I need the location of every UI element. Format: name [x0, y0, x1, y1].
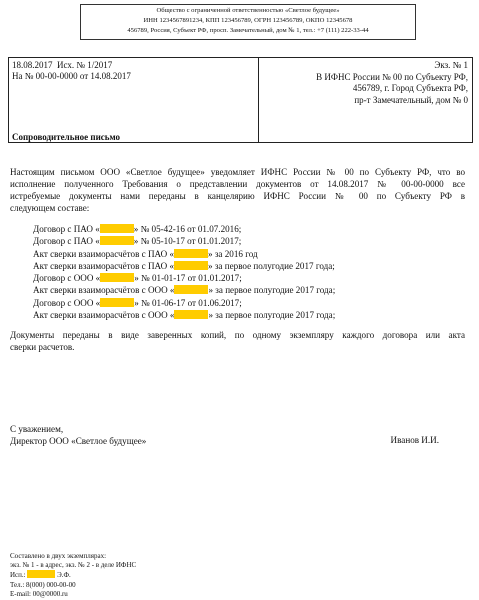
document-list: [33, 223, 335, 321]
outgoing-details: [12, 60, 131, 82]
signer-position: Директор ООО «Светлое будущее»: [10, 436, 147, 446]
footer: [10, 552, 136, 599]
intro-line-4: следующем составе:: [10, 203, 90, 213]
list-item: Акт сверки взаиморасчётов с ПАО « » за первое полугодие 2017 года;: [33, 260, 335, 271]
redaction-mark: [100, 224, 134, 233]
redaction-mark: [100, 236, 134, 245]
incoming-reference: На № 00-00-0000 от 14.08.2017: [12, 71, 131, 81]
company-name: Общество с ограниченной ответственностью «Светлое будущее»: [156, 7, 340, 14]
redaction-mark: [174, 310, 208, 319]
redaction-mark: [100, 273, 134, 282]
list-item: Договор с ООО « » № 01-06-17 от 01.06.2017;: [33, 297, 242, 308]
outro-paragraph: [10, 329, 465, 353]
letterhead: [80, 4, 416, 40]
intro-line-2: исполнение полученного Требования о представлении документов от 14.08.2017 № 00-00-0000 все: [10, 179, 465, 189]
addressee-line-3: пр-т Замечательный, дом № 0: [354, 94, 468, 105]
redaction-mark: [27, 570, 55, 578]
redaction-mark: [174, 249, 208, 258]
list-item: Акт сверки взаиморасчётов с ООО « » за первое полугодие 2017 года;: [33, 310, 336, 321]
letter-subject: Сопроводительное письмо: [12, 132, 121, 142]
outro-line-2: сверки расчетов.: [10, 342, 75, 352]
redaction-mark: [174, 285, 208, 294]
footer-phone: Тел.: 8(000) 000-00-00: [10, 580, 76, 589]
outro-line-1: Документы переданы в виде заверенных копий, по одному экземпляру каждого договора или акта: [10, 330, 465, 340]
redaction-mark: [100, 298, 134, 307]
closing-block: [10, 423, 146, 447]
list-item: Договор с ООО « » № 01-01-17 от 01.01.2017;: [33, 273, 242, 284]
footer-email: E-mail: 00@0000.ru: [10, 589, 68, 598]
intro-line-3: истребуемые документы нами переданы в канцелярию ИФНС России № 00 по Субъекту РФ в: [10, 191, 465, 201]
addressee-line-1: В ИФНС России № 00 по Субъекту РФ,: [316, 71, 468, 82]
company-ids: ИНН 1234567891234, КПП 123456789, ОГРН 123456789, ОКПО 12345678: [143, 17, 353, 24]
intro-paragraph: [10, 166, 465, 214]
list-item: Договор с ПАО « » № 05-42-16 от 01.07.2016;: [33, 224, 242, 234]
company-address: 456789, Россия, Субъект РФ, просп. Замечательный, дом № 1, тел.: +7 (111) 222-33-44: [127, 27, 369, 34]
intro-line-1: Настоящим письмом ООО «Светлое будущее» уведомляет ИФНС России № 00 по Субъекту РФ, что во: [10, 167, 465, 177]
list-item: Акт сверки взаиморасчётов с ПАО « » за 2016 год: [33, 248, 258, 259]
footer-executor: Исп.: Э.Ф.: [10, 571, 71, 580]
signer-name: Иванов И.И.: [390, 435, 439, 445]
outgoing-number: 18.08.2017 Исх. № 1/2017: [12, 60, 113, 70]
addressee: [316, 60, 468, 106]
footer-distribution: экз. № 1 - в адрес, экз. № 2 - в деле ИФНС: [10, 561, 137, 570]
list-item: Договор с ПАО « » № 05-10-17 от 01.01.2017;: [33, 236, 242, 247]
addressee-line-2: 456789, г. Город Субъекта РФ,: [352, 83, 468, 93]
requisites-block: [8, 57, 473, 143]
copy-number: Экз. № 1: [434, 60, 468, 70]
list-item: Акт сверки взаиморасчётов с ООО « » за первое полугодие 2017 года;: [33, 285, 336, 296]
column-divider: [258, 58, 259, 142]
regards: С уважением,: [10, 424, 64, 434]
redaction-mark: [174, 261, 208, 270]
footer-copies: Составлено в двух экземплярах:: [10, 552, 107, 560]
